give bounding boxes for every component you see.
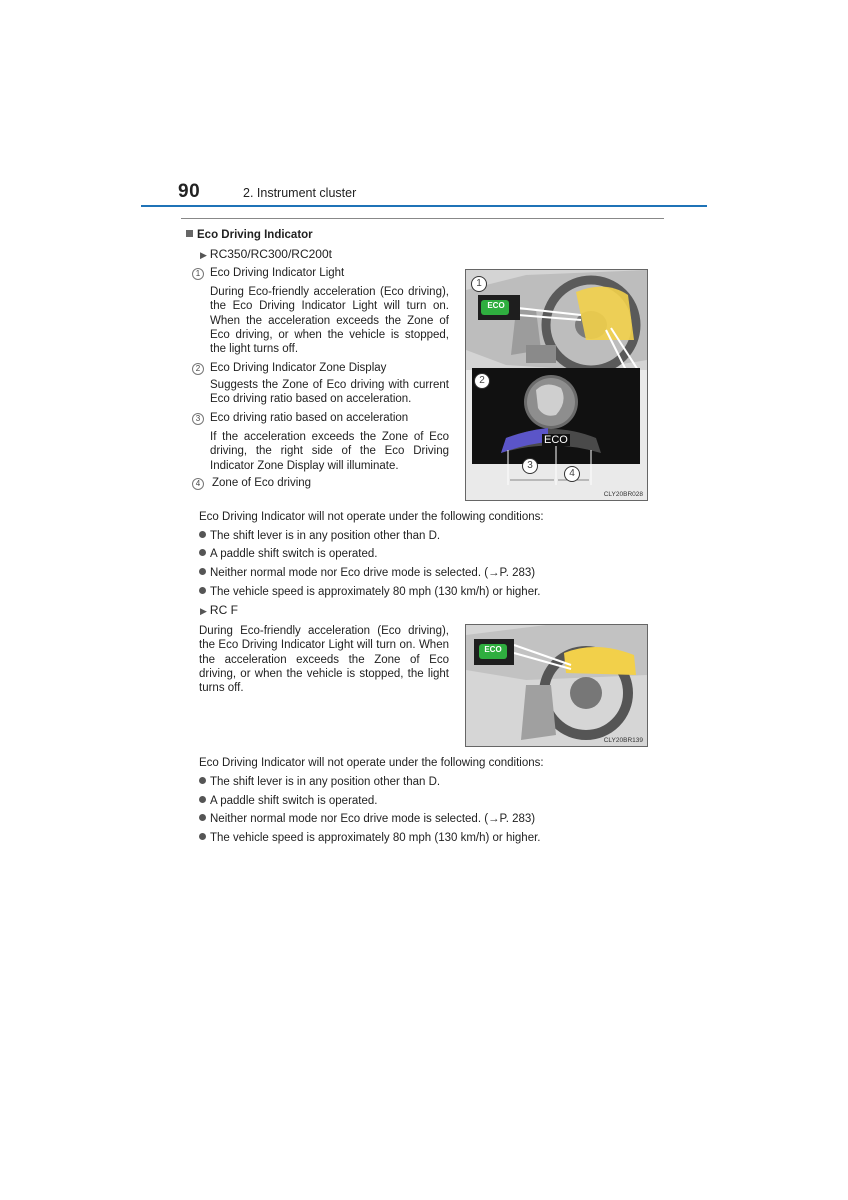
chapter-title: 2. Instrument cluster [243, 186, 357, 200]
list-item: The shift lever is in any position other than D. [199, 775, 440, 789]
bullet-icon [199, 777, 206, 784]
item-3-desc: If the acceleration exceeds the Zone of Eco driving, the right side of the Eco Driving Indicator Zone Display will illuminate. [210, 431, 449, 472]
eco-light-label: ECO [484, 645, 502, 654]
triangle-right-icon: ▶ [200, 250, 207, 260]
figure-eco-indicator-rc350 [465, 269, 648, 501]
item-4-label: Zone of Eco driving [212, 477, 312, 489]
bullet-icon [199, 531, 206, 538]
page-number: 90 [178, 181, 201, 202]
model-label-rc350: ▶ RC350/RC300/RC200t [200, 247, 332, 261]
bullet-icon [199, 568, 206, 575]
conditions-intro-2: Eco Driving Indicator will not operate under the following conditions: [199, 757, 544, 769]
dashboard-illustration-icon [466, 625, 647, 746]
bullet-icon [199, 796, 206, 803]
square-bullet-icon [186, 230, 193, 237]
figure-callout-1: 1 [471, 276, 487, 292]
list-item: Neither normal mode nor Eco drive mode is selected. (→P. 283) [199, 812, 535, 826]
figure-callout-3: 3 [522, 458, 538, 474]
figure-eco-indicator-rcf [465, 624, 648, 747]
list-item: The shift lever is in any position other than D. [199, 529, 440, 543]
item-1-label: Eco Driving Indicator Light [210, 267, 345, 279]
triangle-right-icon: ▶ [200, 606, 207, 616]
model-label-rcf: ▶ RC F [200, 603, 238, 617]
figure-code: CLY20BR028 [603, 491, 643, 498]
list-item: Neither normal mode nor Eco drive mode is selected. (→P. 283) [199, 566, 535, 580]
eco-light-label: ECO [487, 301, 505, 310]
list-item: The vehicle speed is approximately 80 mph (130 km/h) or higher. [199, 831, 540, 845]
bullet-icon [199, 833, 206, 840]
item-2-label: Eco Driving Indicator Zone Display [210, 362, 387, 374]
callout-3-icon: 3 [192, 413, 204, 425]
figure-callout-4: 4 [564, 466, 580, 482]
list-item: A paddle shift switch is operated. [199, 794, 378, 808]
callout-4-icon: 4 [192, 478, 204, 490]
section-heading: Eco Driving Indicator [186, 228, 313, 242]
callout-1-icon: 1 [192, 268, 204, 280]
figure-callout-2: 2 [474, 373, 490, 389]
item-3-label: Eco driving ratio based on acceleration [210, 412, 409, 424]
header-rule [141, 205, 707, 207]
conditions-intro-1: Eco Driving Indicator will not operate under the following conditions: [199, 511, 544, 523]
list-item: The vehicle speed is approximately 80 mph (130 km/h) or higher. [199, 585, 540, 599]
eco-zone-label: ECO [544, 434, 568, 446]
rcf-desc: During Eco-friendly acceleration (Eco driving), the Eco Driving Indicator Light will turn on. When the acceleration exceeds the Zone of Eco driving, or when the vehicle is stopped, the light turns off. [199, 625, 449, 695]
item-1-desc: During Eco-friendly acceleration (Eco driving), the Eco Driving Indicator Light will turn on. When the acceleration exceeds the Zone of Eco driving, or when the vehicle is stopped, the light turns off. [210, 286, 449, 356]
list-item: A paddle shift switch is operated. [199, 547, 378, 561]
item-2-desc: Suggests the Zone of Eco driving with current Eco driving ratio based on acceleration. [210, 379, 449, 406]
bullet-icon [199, 587, 206, 594]
callout-2-icon: 2 [192, 363, 204, 375]
bullet-icon [199, 814, 206, 821]
bullet-icon [199, 549, 206, 556]
figure-code: CLY20BR139 [603, 737, 643, 744]
section-rule [181, 218, 664, 219]
